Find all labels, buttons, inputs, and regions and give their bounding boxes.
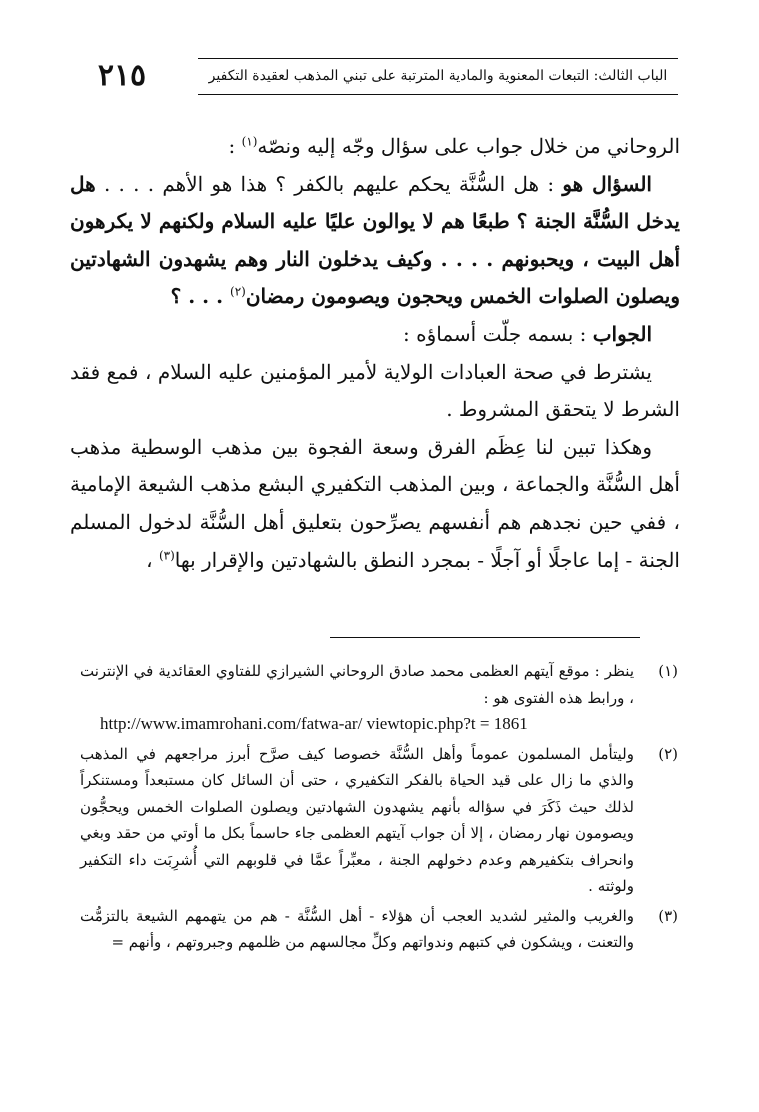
footnote-3 (80, 903, 678, 956)
question-label: السؤال هو (562, 171, 652, 196)
page-header (68, 56, 678, 100)
header-rule-bottom (198, 94, 678, 95)
running-head: الباب الثالث: التبعات المعنوية والمادية المترتبة على تبني المذهب لعقيدة التكفير (208, 68, 668, 84)
answer-text: : بسمه جلّت أسماؤه : (403, 321, 593, 346)
footnote-number: (١) (658, 662, 678, 680)
paragraph-intro-text: الروحاني من خلال جواب على سؤال وجّه إليه ونصّه (257, 134, 680, 158)
footnote-ref-2: (٢) (230, 284, 246, 299)
paragraph-intro (70, 128, 680, 166)
footnote-text: وليتأمل المسلمون عموماً وأهل السُّنَّة خصوصا كيف صرَّح أبرز مراجعهم في المذهب والذي ما زال على قيد الحياة بالفكر التكفيري ، حتى أن السائل كان مستبعداً ومستنكراً لذلك حيث ذَكَرَ في سؤاله بأنهم يشهدون الشهادتين ويصلون الصلوات الخمس ويحجُّون ويصومون نهار رمضان ، إلا أن جواب آيتهم العظمى جاء حاسماً بكل ما أوتي من حقد وبغي وانحراف بتكفيرهم وعدم دخولهم الجنة ، معبِّراً عمَّا في قلوبهم التي أُشرِبَت داء التكفير ولوثته . (80, 744, 634, 895)
footnote-number: (٣) (658, 906, 678, 925)
footnote-ref-3: (٣) (158, 547, 175, 562)
question-part1: : هل السُّنَّة يحكم عليهم بالكفر ؟ هذا هو الأهم . . . . (95, 171, 563, 196)
answer-label: الجواب (592, 321, 652, 346)
page-number: ٢١٥ (97, 58, 147, 93)
paragraph-intro-end: : (228, 134, 242, 158)
question-end: . . . ؟ (170, 284, 230, 309)
footnote-2 (80, 741, 678, 900)
footnote-text: ينظر : موقع آيتهم العظمى محمد صادق الروحاني الشيرازي للفتاوي العقائدية في الإنترنت ، ورابط هذه الفتوى هو : (80, 662, 634, 707)
footnote-number: (٢) (658, 744, 678, 763)
paragraph-condition: يشترط في صحة العبادات الولاية لأمير المؤمنين عليه السلام ، فمع فقد الشرط لا يتحقق المشروط . (70, 359, 680, 422)
question-paragraph (70, 166, 680, 316)
question-part2: هل يدخل السُّنَّة الجنة ؟ طبعًا هم لا يوالون عليًا عليه السلام ولكنهم لا يكرهون أهل البيت ، ويحبونهم . . . . وكيف يدخلون النار وهم يشهدون الشهادتين ويصلون الصلوات الخمس ويحجون ويصومون رمضان (70, 171, 680, 309)
footnotes (80, 658, 678, 959)
footnote-1 (80, 658, 678, 738)
footnote-url: http://www.imamrohani.com/fatwa-ar/ viewtopic.php?t = 1861 (100, 714, 528, 733)
answer-paragraph (70, 316, 680, 354)
paragraph-conclusion (70, 429, 680, 579)
header-rule-top (198, 58, 678, 59)
paragraph-conclusion-end: ، (146, 547, 159, 572)
footnote-separator (330, 637, 640, 638)
footnote-text: والغريب والمثير لشديد العجب أن هؤلاء - أهل السُّنَّة - هم من يتهمهم الشيعة بالتزمُّت والتعنت ، ويشكون في كتبهم وندواتهم وكلِّ مجالسهم من ظلمهم وجبروتهم ، وأنهم = (80, 906, 634, 951)
footnote-ref-1: (١) (241, 134, 258, 149)
paragraph-conclusion-text: وهكذا تبين لنا عِظَم الفرق وسعة الفجوة بين مذهب الوسطية مذهب أهل السُّنَّة والجماعة ، وبين المذهب التكفيري البشع مذهب الشيعة الإمامية ، ففي حين نجدهم هم أنفسهم يصرِّحون بتعليق أهل السُّنَّة لدخول المسلم الجنة - إما عاجلًا أو آجلًا - بمجرد النطق بالشهادتين والإقرار بها (70, 434, 680, 572)
main-text (70, 128, 680, 579)
